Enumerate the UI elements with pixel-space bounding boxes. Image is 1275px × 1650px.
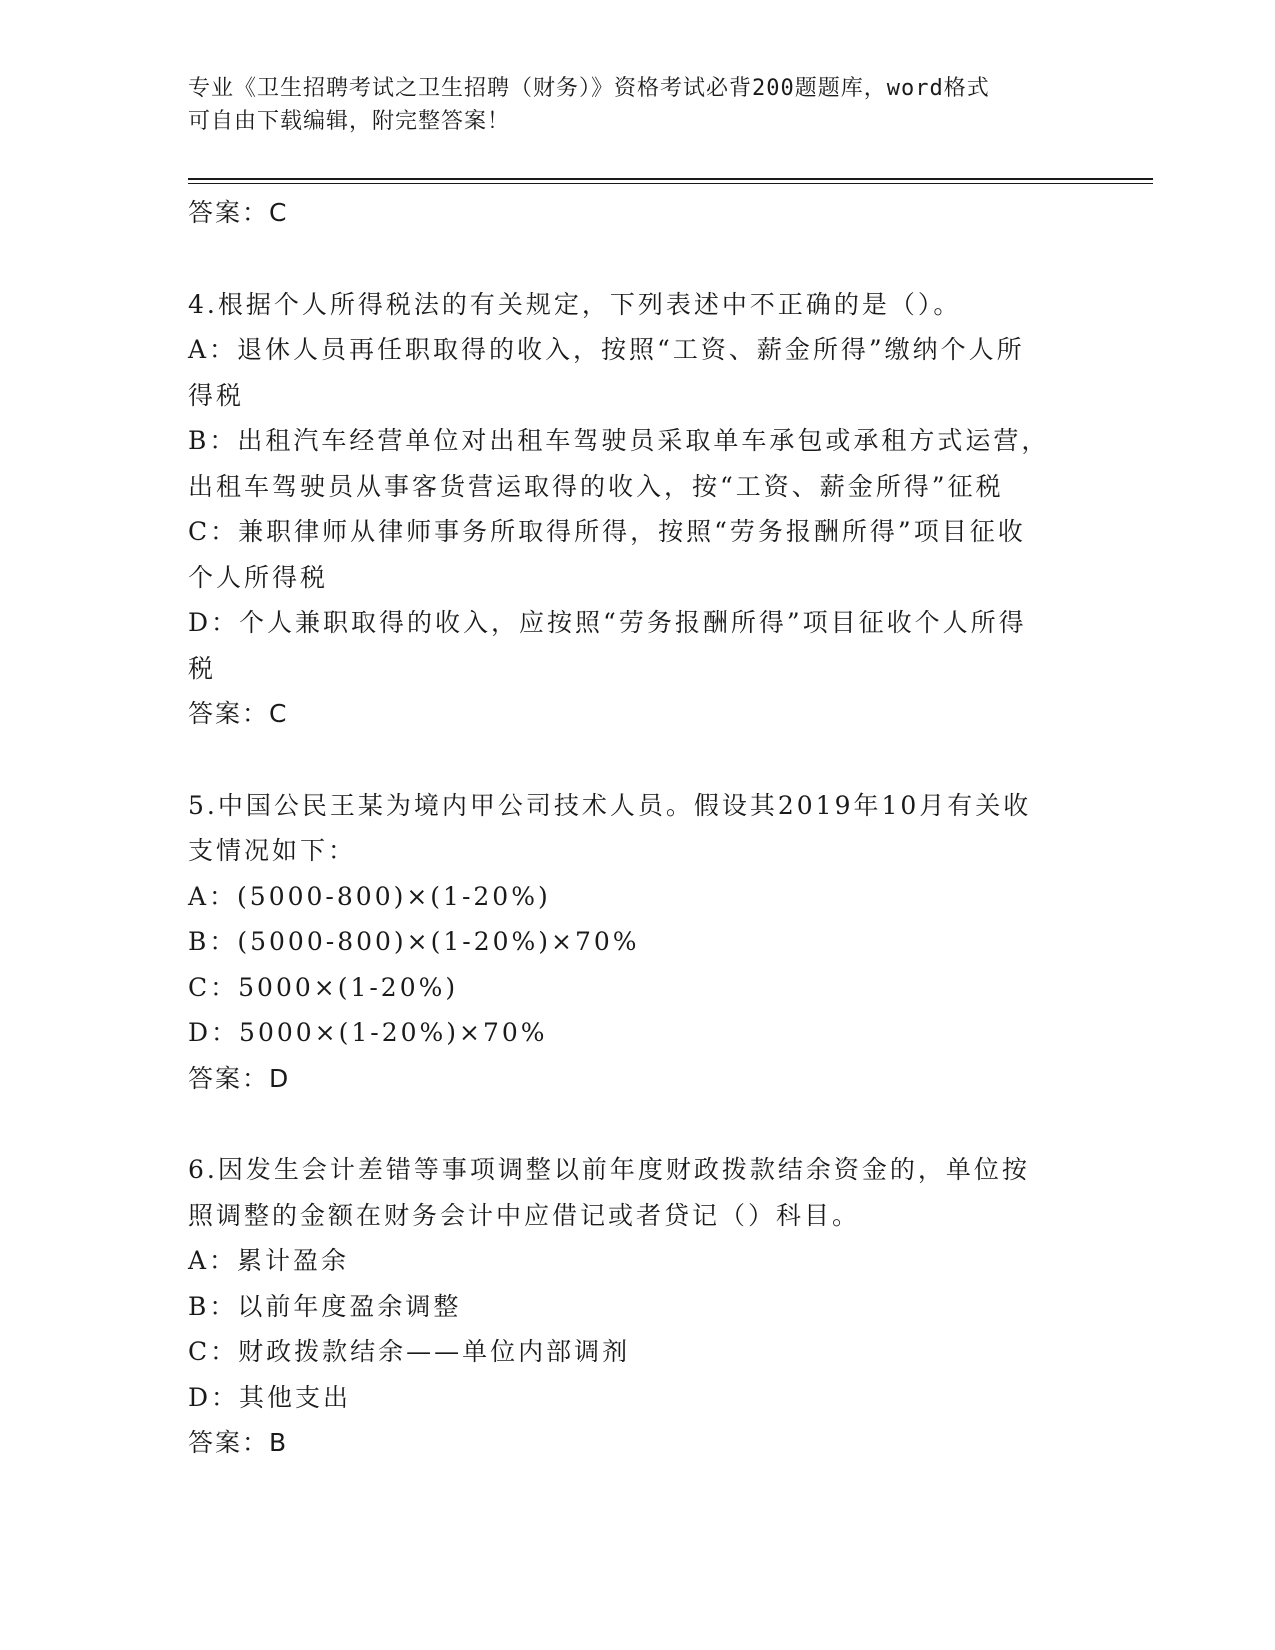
header-rule-thin [188,183,1153,184]
option-b: B：出租汽车经营单位对出租车驾驶员采取单车承包或承租方式运营， [188,426,1050,455]
question-stem: 5.中国公民王某为境内甲公司技术人员。假设其2019年10月有关收 [188,790,1032,820]
question-block [188,282,1088,737]
option-c: C：财政拨款结余——单位内部调剂 [188,1337,631,1366]
question-stem-continued: 支情况如下： [188,836,357,865]
option-a: A：(5000-800)×(1-20%) [188,881,551,911]
header-rule-thick [188,178,1153,180]
header-line-2: 可自由下载编辑，附完整答案！ [188,109,511,134]
question-stem-continued: 照调整的金额在财务会计中应借记或者贷记（）科目。 [188,1200,861,1230]
option-a-continued: 得税 [188,380,245,410]
document-body [188,190,1088,1466]
question-stem: 6.因发生会计差错等事项调整以前年度财政拨款结余资金的，单位按 [188,1155,1030,1184]
option-d: D：5000×(1-20%)×70% [188,1018,548,1047]
option-c-continued: 个人所得税 [188,562,329,592]
option-c: C：兼职律师从律师事务所取得所得，按照“劳务报酬所得”项目征收 [188,517,1026,546]
spacer [188,236,1088,282]
option-c: C：5000×(1-20%) [188,972,459,1002]
option-a: A：累计盈余 [188,1246,350,1275]
answer-line: 答案：C [188,198,289,227]
answer-line: 答案：D [188,1063,291,1093]
option-d-continued: 税 [188,653,217,683]
spacer [188,737,1088,783]
option-b: B：(5000-800)×(1-20%)×70% [188,927,640,956]
question-block [188,783,1088,1102]
question-block [188,1147,1088,1466]
option-d: D：个人兼职取得的收入，应按照“劳务报酬所得”项目征收个人所得 [188,608,1027,637]
document-header [188,72,1068,138]
option-a: A：退休人员再任职取得的收入，按照“工资、薪金所得”缴纳个人所 [188,335,1025,364]
header-line-1: 专业《卫生招聘考试之卫生招聘（财务）》资格考试必背200题题库，word格式 [188,76,990,101]
question-stem: 4.根据个人所得税法的有关规定，下列表述中不正确的是（）。 [188,289,962,319]
option-b-continued: 出租车驾驶员从事客货营运取得的收入，按“工资、薪金所得”征税 [188,471,1004,501]
spacer [188,1101,1088,1147]
option-d: D：其他支出 [188,1382,352,1412]
option-b: B：以前年度盈余调整 [188,1291,462,1321]
answer-line: 答案：C [188,699,289,728]
answer-line: 答案：B [188,1428,289,1457]
